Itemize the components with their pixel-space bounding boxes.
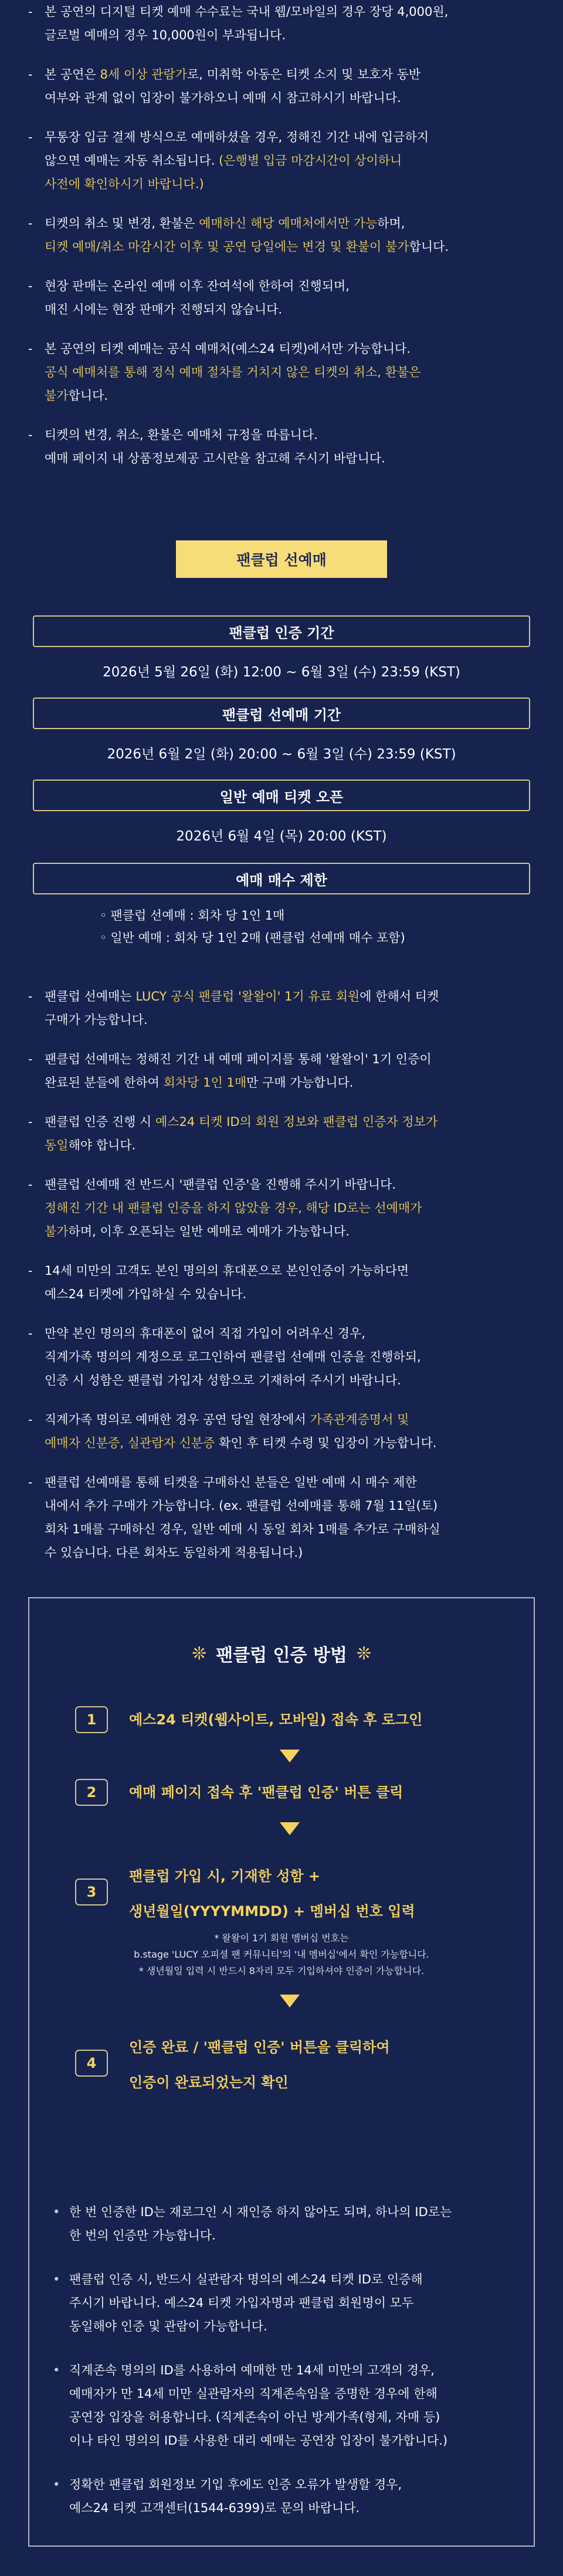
notice-text: 직계가족 명의의 계정으로 로그인하여 팬클럽 선예매 인증을 진행하되, [45,1350,421,1364]
notice-text: 팬클럽 인증 진행 시 [45,1115,155,1129]
notice-text: 내에서 추가 구매가 가능합니다. (ex. 팬클럽 선예매를 통해 7월 11일(토) [45,1499,438,1513]
notice-line [45,1369,538,1392]
notice-line [45,1008,538,1032]
highlight-text: 8세 이상 관람가 [100,67,187,81]
notice-text: 만약 본인 명의의 휴대폰이 없어 직접 가입이 어려우신 경우, [45,1326,365,1340]
notice-line [45,235,538,258]
dash-bullet: - [28,428,33,442]
notice-line [45,1282,538,1306]
notice-text: 매진 시에는 현장 판매가 진행되지 않습니다. [45,302,283,317]
step-number: 3 [75,1879,108,1905]
notice-line [45,1220,538,1243]
notice-text: 확인 후 티켓 수령 및 입장이 가능합니다. [215,1436,437,1450]
notice-text: 완료된 분들에 한하여 [45,1076,164,1090]
notice-line [45,125,538,149]
notice-line [45,1494,538,1517]
notice-item [28,1173,538,1243]
step-number: 2 [75,1779,108,1806]
notice-text: 에 한해서 티켓 [359,989,439,1003]
notice-line [45,23,538,47]
notice-line [45,274,538,298]
notice-line [45,1110,538,1134]
ticket-limit-heading: 예매 매수 제한 [33,863,530,894]
notice-text: 여부와 관계 없이 입장이 불가하오니 예매 시 참고하시기 바랍니다. [45,91,401,105]
notice-item [28,1047,538,1094]
notice-item [28,125,538,196]
dot-bullet: • [53,2363,60,2377]
dash-bullet: - [28,1178,33,1192]
notice-line [45,337,538,360]
notice-line [45,1541,538,1564]
notice-line [45,985,538,1008]
dash-bullet: - [28,1413,33,1427]
highlight-text: 티켓 예매/취소 마감시간 이후 및 공연 당일에는 변경 및 환불이 불가 [45,240,409,254]
notice-text: 무통장 입금 결제 방식으로 예매하셨을 경우, 정해진 기간 내에 입금하지 [45,130,429,144]
notice-line [45,172,538,196]
presale-period-text: 2026년 6월 2일 (화) 20:00 ~ 6월 3일 (수) 23:59 (KST) [107,747,456,762]
sparkle-icon: ❊ [356,1643,372,1664]
notice-line [45,1173,538,1196]
highlight-text: (은행별 입금 마감시간이 상이하니 [219,154,402,168]
highlight-text: 정해진 기간 내 팬클럽 인증을 하지 않았을 경우, 해당 ID로는 선예매가 [45,1201,422,1215]
auth-notice-line: 정확한 팬클럽 회원정보 기입 후에도 인증 오류가 발생할 경우, [69,2478,402,2492]
auth-notice-item [53,2473,522,2520]
notice-line [45,423,538,447]
notice-item [28,1110,538,1157]
notice-text: 예매 페이지 내 상품정보제공 고시란을 참고해 주시기 바랍니다. [45,451,385,465]
dot-bullet: • [53,2478,60,2492]
auth-notice-line: 이나 타인 명의의 ID를 사용한 대리 예매는 공연장 입장이 불가합니다.) [69,2434,448,2448]
notice-text: 팬클럽 선예매 전 반드시 '팬클럽 인증'을 진행해 주시기 바랍니다. [45,1178,396,1192]
highlight-text: 회차당 1인 1매 [163,1076,247,1090]
dash-bullet: - [28,1052,33,1066]
dash-bullet: - [28,130,33,144]
notice-line [45,212,538,235]
notice-text: 본 공연의 티켓 예매는 공식 예매처(예스24 티켓)에서만 가능합니다. [45,342,411,356]
notice-line [45,1259,538,1282]
notice-line [45,1408,538,1431]
dash-bullet: - [28,342,33,356]
notice-text: 구매가 가능합니다. [45,1013,148,1027]
notice-line [45,1471,538,1494]
auth-step-2 [75,1779,497,1806]
notice-text: 하며, 이후 오픈되는 일반 예매로 예매가 가능합니다. [68,1224,350,1238]
notice-text: 인증 시 성함은 팬클럽 가입자 성함으로 기재하여 주시기 바랍니다. [45,1373,401,1387]
highlight-text: 예매하신 해당 예매처에서만 가능 [199,216,378,230]
step-number: 1 [75,1706,108,1733]
highlight-text: 예스24 티켓 ID의 회원 정보와 팬클럽 인증자 정보가 [155,1115,438,1129]
notice-line [45,1196,538,1220]
notice-line [45,1345,538,1369]
fanclub-auth-period-text: 2026년 5월 26일 (화) 12:00 ~ 6월 3일 (수) 23:59 (KST) [103,665,460,680]
auth-notice-line: 공연장 입장을 허용합니다. (직계존속이 아닌 방계가족(형제, 자매 등) [69,2410,440,2424]
general-open-text: 2026년 6월 4일 (목) 20:00 (KST) [176,829,387,844]
notice-list [28,0,538,486]
notice-text: 합니다. [409,240,449,254]
notice-text: 직계가족 명의로 예매한 경우 공연 당일 현장에서 [45,1413,310,1427]
auth-notice-line: 직계존속 명의의 ID를 사용하여 예매한 만 14세 미만의 고객의 경우, [69,2363,435,2377]
ticket-limit-list [100,904,510,949]
notice-text: 14세 미만의 고객도 본인 명의의 휴대폰으로 본인인증이 가능하다면 [45,1264,409,1278]
notice-line [45,1431,538,1455]
notice-line [45,384,538,407]
auth-notice-line: 팬클럽 인증 시, 반드시 실관람자 명의의 예스24 티켓 ID로 인증해 [69,2272,423,2286]
notice-text: 않으면 예매는 자동 취소됩니다. [45,154,219,168]
down-arrow-icon [280,1995,300,2007]
footnote: * 생년월일 입력 시 반드시 8자리 모두 기입하셔야 인증이 가능합니다. [138,1965,425,1976]
notice-line [45,63,538,86]
dash-bullet: - [28,1475,33,1489]
notice-line [45,1517,538,1541]
notice-text: 본 공연의 디지털 티켓 예매 수수료는 국내 웹/모바일의 경우 장당 4,000원, [45,5,449,19]
notice-item [28,423,538,470]
auth-step-4 [75,2030,497,2100]
highlight-text: 사전에 확인하시기 바랍니다.) [45,177,204,191]
notice-line [45,0,538,23]
notice-item [28,1471,538,1564]
auth-title-text: 팬클럽 인증 방법 [216,1645,347,1666]
highlight-text: 공식 예매처를 통해 정식 예매 절차를 거치지 않은 티켓의 취소, 환불은 [45,365,421,379]
notice-line [45,447,538,470]
auth-step-1 [75,1706,497,1733]
notice-text: 만 구매 가능합니다. [246,1076,354,1090]
highlight-text: LUCY 공식 팬클럽 '왈왈이' 1기 유료 회원 [135,989,360,1003]
notice-item [28,63,538,110]
highlight-text: 불가 [45,1224,69,1238]
footnote: * 왈왈이 1기 회원 멤버십 번호는 [214,1932,349,1944]
dash-bullet: - [28,1264,33,1278]
auth-notice-list [53,2200,522,2540]
auth-notice-line: 주시기 바랍니다. 예스24 티켓 가입자명과 팬클럽 회원명이 모두 [69,2296,414,2310]
notice-text: 티켓의 변경, 취소, 환불은 예매처 규정을 따릅니다. [45,428,318,442]
notice-line [45,1134,538,1157]
highlight-text: 예매자 신분증, 실관람자 신분증 [45,1436,215,1450]
notice-item [28,274,538,321]
notice-item [28,985,538,1032]
notice-text: 티켓의 취소 및 변경, 환불은 [45,216,199,230]
step-text: 인증 완료 / '팬클럽 인증' 버튼을 클릭하여 인증이 완료되었는지 확인 [129,2039,390,2091]
auth-notice-line: 동일해야 인증 및 관람이 가능합니다. [69,2319,267,2333]
auth-title [29,1641,534,1666]
down-arrow-icon [280,1750,300,1762]
notice-text: 수 있습니다. 다른 회차도 동일하게 적용됩니다.) [45,1546,303,1560]
dot-bullet: • [53,2272,60,2286]
notice-item [28,212,538,258]
highlight-text: 동일 [45,1138,69,1152]
footnote: b.stage 'LUCY 오피셜 팬 커뮤니티'의 '내 멤버십'에서 확인 가능합니다. [134,1949,429,1960]
notice-text: 해야 합니다. [68,1138,136,1152]
dash-bullet: - [28,216,33,230]
notice-item [28,1322,538,1392]
step-text: 예스24 티켓(웹사이트, 모바일) 접속 후 로그인 [129,1711,423,1728]
notice-text: 회차 1매를 구매하신 경우, 일반 예매 시 동일 회차 1매를 추가로 구매하실 [45,1522,440,1536]
notice-line [45,1322,538,1345]
notice-text: 팬클럽 선예매는 [45,989,136,1003]
dash-bullet: - [28,1115,33,1129]
notice-item [28,0,538,47]
dash-bullet: - [28,989,33,1003]
notice-text: 팬클럽 선예매는 정해진 기간 내 예매 페이지를 통해 '왈왈이' 1기 인증이 [45,1052,432,1066]
notice-text: 글로벌 예매의 경우 10,000원이 부과됩니다. [45,28,286,42]
auth-notice-line: 예스24 티켓 고객센터(1544-6399)로 문의 바랍니다. [69,2501,360,2515]
notice-item [28,337,538,407]
down-arrow-icon [280,1822,300,1835]
auth-step-3 [75,1859,497,1929]
dash-bullet: - [28,1326,33,1340]
presale-period-heading: 팬클럽 선예매 기간 [33,697,530,729]
step-text: 팬클럽 가입 시, 기재한 성함 + 생년월일(YYYYMMDD) + 멤버십 번호 입력 [129,1868,415,1920]
notice-text: 팬클럽 선예매를 통해 티켓을 구매하신 분들은 일반 예매 시 매수 제한 [45,1475,417,1489]
notice-line [45,298,538,321]
notice-text: 본 공연은 [45,67,100,81]
highlight-text: 불가 [45,389,69,403]
notice-text: 로, 미취학 아동은 티켓 소지 및 보호자 동반 [186,67,421,81]
highlight-text: 가족관계증명서 및 [310,1413,409,1427]
limit-item: ◦ 일반 예매 : 회차 당 1인 2매 (팬클럽 선예매 매수 포함) [100,931,405,945]
general-open-heading: 일반 예매 티켓 오픈 [33,780,530,811]
auth-notice-item [53,2268,522,2338]
notice-text: 하며, [377,216,405,230]
dash-bullet: - [28,5,33,19]
dash-bullet: - [28,279,33,293]
limit-item: ◦ 팬클럽 선예매 : 회차 당 1인 1매 [100,908,285,923]
notice-line [45,1071,538,1094]
sparkle-icon: ❊ [191,1643,207,1664]
notice-text: 예스24 티켓에 가입하실 수 있습니다. [45,1287,247,1301]
notice-text: 합니다. [68,389,108,403]
dot-bullet: • [53,2205,60,2219]
notice-item [28,1259,538,1306]
step-text: 예매 페이지 접속 후 '팬클럽 인증' 버튼 클릭 [129,1784,403,1801]
auth-notice-line: 한 번의 인증만 가능합니다. [69,2228,216,2242]
dash-bullet: - [28,67,33,81]
notice-line [45,149,538,172]
auth-notice-item [53,2200,522,2247]
notice-line [45,86,538,110]
notice-line [45,1047,538,1071]
step-number: 4 [75,2050,108,2077]
presale-badge: 팬클럽 선예매 [176,540,387,578]
auth-notice-item [53,2359,522,2452]
auth-notice-line: 한 번 인증한 ID는 재로그인 시 재인증 하지 않아도 되며, 하나의 ID로는 [69,2205,452,2219]
fanclub-auth-panel [28,1597,535,2547]
fanclub-auth-period-heading: 팬클럽 인증 기간 [33,615,530,647]
notice-item [28,1408,538,1455]
notice-line [45,360,538,384]
auth-notice-line: 예매자가 만 14세 미만 실관람자의 직계존속임을 증명한 경우에 한해 [69,2387,437,2401]
presale-notice-list [28,985,538,1580]
notice-text: 현장 판매는 온라인 예매 이후 잔여석에 한하여 진행되며, [45,279,350,293]
